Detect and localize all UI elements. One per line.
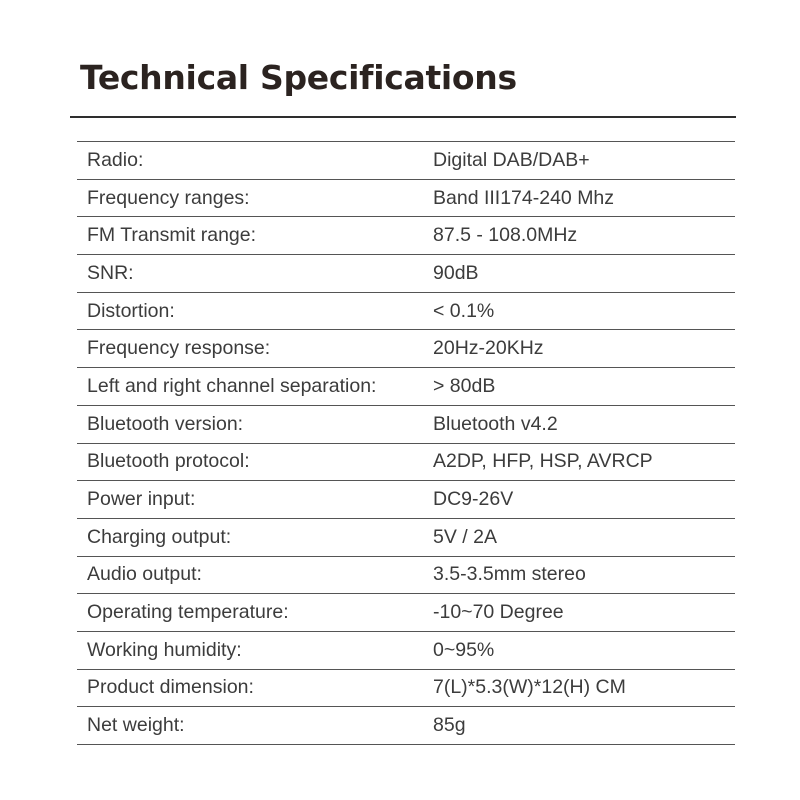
table-row bbox=[77, 443, 735, 481]
spec-table bbox=[77, 141, 735, 745]
spec-label: Operating temperature: bbox=[77, 594, 433, 632]
table-row bbox=[77, 330, 735, 368]
table-row bbox=[77, 405, 735, 443]
spec-label: Left and right channel separation: bbox=[77, 368, 433, 406]
table-row bbox=[77, 292, 735, 330]
table-row bbox=[77, 255, 735, 293]
spec-label: FM Transmit range: bbox=[77, 217, 433, 255]
page-title: Technical Specifications bbox=[80, 58, 517, 97]
spec-value: 85g bbox=[433, 707, 735, 745]
spec-value: > 80dB bbox=[433, 368, 735, 406]
table-row bbox=[77, 142, 735, 180]
spec-label: Bluetooth protocol: bbox=[77, 443, 433, 481]
spec-label: Working humidity: bbox=[77, 631, 433, 669]
table-row bbox=[77, 179, 735, 217]
spec-value: 20Hz-20KHz bbox=[433, 330, 735, 368]
spec-label: SNR: bbox=[77, 255, 433, 293]
table-row bbox=[77, 518, 735, 556]
table-row bbox=[77, 217, 735, 255]
table-row bbox=[77, 669, 735, 707]
table-row bbox=[77, 707, 735, 745]
spec-value: 87.5 - 108.0MHz bbox=[433, 217, 735, 255]
spec-label: Product dimension: bbox=[77, 669, 433, 707]
spec-value: 0~95% bbox=[433, 631, 735, 669]
spec-label: Radio: bbox=[77, 142, 433, 180]
spec-value: 7(L)*5.3(W)*12(H) CM bbox=[433, 669, 735, 707]
spec-label: Charging output: bbox=[77, 518, 433, 556]
spec-value: DC9-26V bbox=[433, 481, 735, 519]
table-row bbox=[77, 481, 735, 519]
spec-label: Distortion: bbox=[77, 292, 433, 330]
table-row bbox=[77, 594, 735, 632]
table-row bbox=[77, 368, 735, 406]
spec-label: Frequency ranges: bbox=[77, 179, 433, 217]
spec-label: Bluetooth version: bbox=[77, 405, 433, 443]
spec-label: Audio output: bbox=[77, 556, 433, 594]
spec-value: Band III174-240 Mhz bbox=[433, 179, 735, 217]
spec-value: -10~70 Degree bbox=[433, 594, 735, 632]
spec-value: A2DP, HFP, HSP, AVRCP bbox=[433, 443, 735, 481]
spec-value: 90dB bbox=[433, 255, 735, 293]
spec-label: Net weight: bbox=[77, 707, 433, 745]
spec-value: 3.5-3.5mm stereo bbox=[433, 556, 735, 594]
table-row bbox=[77, 556, 735, 594]
spec-value: Bluetooth v4.2 bbox=[433, 405, 735, 443]
spec-value: < 0.1% bbox=[433, 292, 735, 330]
spec-label: Power input: bbox=[77, 481, 433, 519]
spec-label: Frequency response: bbox=[77, 330, 433, 368]
spec-value: 5V / 2A bbox=[433, 518, 735, 556]
title-divider bbox=[70, 116, 736, 118]
table-row bbox=[77, 631, 735, 669]
spec-value: Digital DAB/DAB+ bbox=[433, 142, 735, 180]
